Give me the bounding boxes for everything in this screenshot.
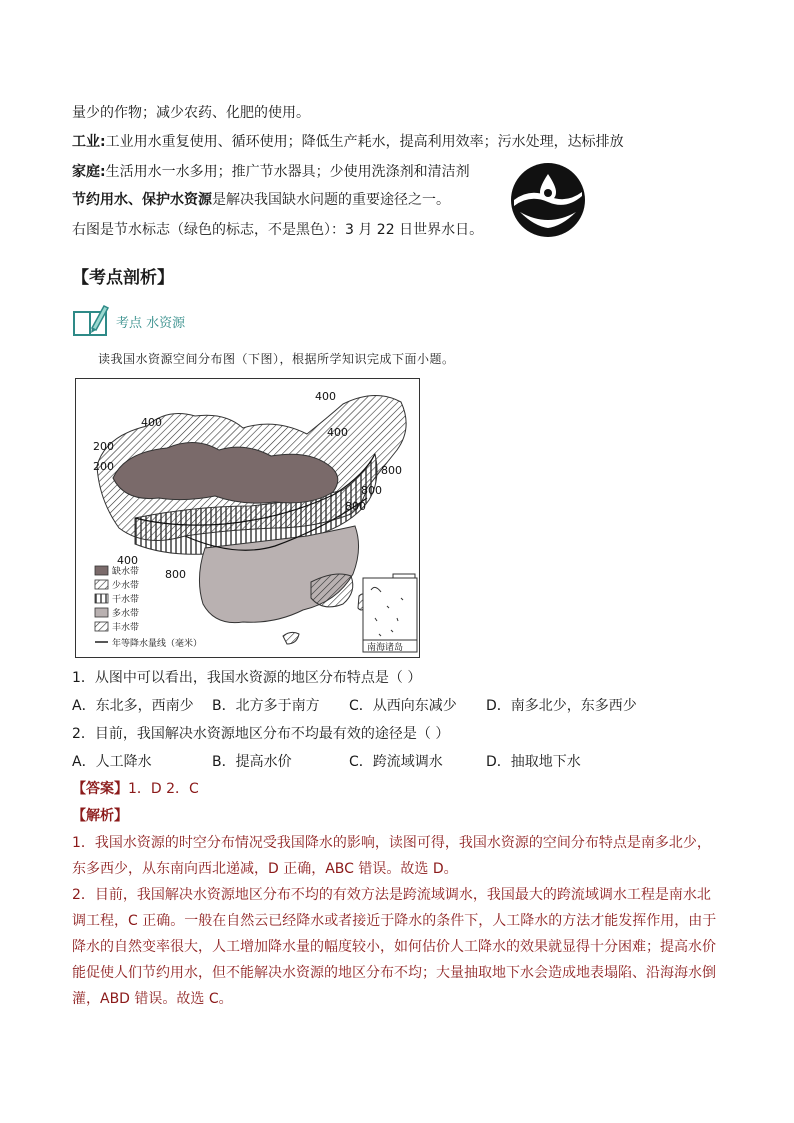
contour-label: 800 <box>361 484 382 497</box>
water-resource-map <box>75 378 420 658</box>
contour-label: 400 <box>327 426 348 439</box>
question-2-stem: 2．目前，我国解决水资源地区分布不均最有效的途径是（ ） <box>72 726 450 742</box>
legend-label: 多水带 <box>112 609 140 619</box>
intro-text: 读我国水资源空间分布图（下图），根据所学知识完成下面小题。 <box>98 352 455 366</box>
inset-label: 南海诸岛 <box>367 643 404 653</box>
legend-label: 干水带 <box>112 595 140 605</box>
text-line-agriculture: 量少的作物；减少农药、化肥的使用。 <box>72 105 310 121</box>
option-b[interactable]: B．北方多于南方 <box>212 698 320 714</box>
option-c[interactable]: C．跨流域调水 <box>349 754 443 770</box>
industry-label: 工业: <box>72 134 106 150</box>
option-b[interactable]: B．提高水价 <box>212 754 292 770</box>
kaodian-header <box>72 302 272 342</box>
question-1-stem: 1．从图中可以看出，我国水资源的地区分布特点是（ ） <box>72 670 422 686</box>
answer-value: 1．D 2．C <box>128 781 199 797</box>
legend-label: 缺水带 <box>112 567 140 577</box>
contour-label: 400 <box>141 416 162 429</box>
water-saving-logo-icon <box>510 162 586 238</box>
answer-label: 【答案】 <box>72 781 128 797</box>
text-line-family <box>72 162 470 182</box>
section-title: 【考点剖析】 <box>72 268 174 288</box>
text-line-logo-caption: 右图是节水标志（绿色的标志，不是黑色）：3 月 22 日世界水日。 <box>72 222 484 238</box>
legend-label: 年等降水量线（毫米） <box>112 639 203 649</box>
south-china-sea-inset <box>363 574 417 653</box>
option-d[interactable]: D．抽取地下水 <box>486 754 581 770</box>
option-a[interactable]: A．东北多，西南少 <box>72 698 194 714</box>
analysis-label: 【解析】 <box>72 808 128 824</box>
text-line-save-water <box>72 190 450 210</box>
analysis-paragraph-1: 1．我国水资源的时空分布情况受我国降水的影响，读图可得，我国水资源的空间分布特点是南多北少，东多西少，从东南向西北递减，D 正确，ABC 错误。故选 D。 <box>72 835 711 877</box>
contour-label: 200 <box>93 460 114 473</box>
kaodian-label: 考点 水资源 <box>116 316 186 331</box>
option-c[interactable]: C．从西向东减少 <box>349 698 457 714</box>
book-pencil-icon <box>72 302 110 338</box>
option-a[interactable]: A．人工降水 <box>72 754 152 770</box>
family-label: 家庭: <box>72 164 106 180</box>
legend-label: 少水带 <box>112 581 140 591</box>
analysis-paragraph-2: 2．目前，我国解决水资源地区分布不均的有效方法是跨流域调水，我国最大的跨流域调水工程是南水北调工程，C 正确。一般在自然云已经降水或者接近于降水的条件下，人工降水的方法才能发挥作用，由于降水的自然变率很大，人工增加降水量的幅度较小，如何估价人工降水的效果就显得十分困难；提高水价能促使人们节约用水，但不能解决水资源的地区分布不均；大量抽取地下水会造成地表塌陷、沿海海水倒灌，ABD 错误。故选 C。 <box>72 887 717 1007</box>
contour-label: 800 <box>165 568 186 581</box>
family-text: 生活用水一水多用；推广节水器具；少使用洗涤剂和清洁剂 <box>105 164 470 180</box>
text-line-industry <box>72 132 624 152</box>
answer-line <box>72 779 199 799</box>
save-water-text: 是解决我国缺水问题的重要途径之一。 <box>212 192 450 208</box>
option-d[interactable]: D．南多北少，东多西少 <box>486 698 637 714</box>
legend-label: 丰水带 <box>112 623 140 633</box>
industry-text: 工业用水重复使用、循环使用；降低生产耗水，提高利用效率；污水处理，达标排放 <box>105 134 624 150</box>
contour-label: 800 <box>381 464 402 477</box>
contour-label: 200 <box>93 440 114 453</box>
contour-label: 400 <box>117 554 138 567</box>
contour-label: 400 <box>315 390 336 403</box>
save-water-bold: 节约用水、保护水资源 <box>72 192 212 208</box>
contour-label: 800 <box>345 500 366 513</box>
